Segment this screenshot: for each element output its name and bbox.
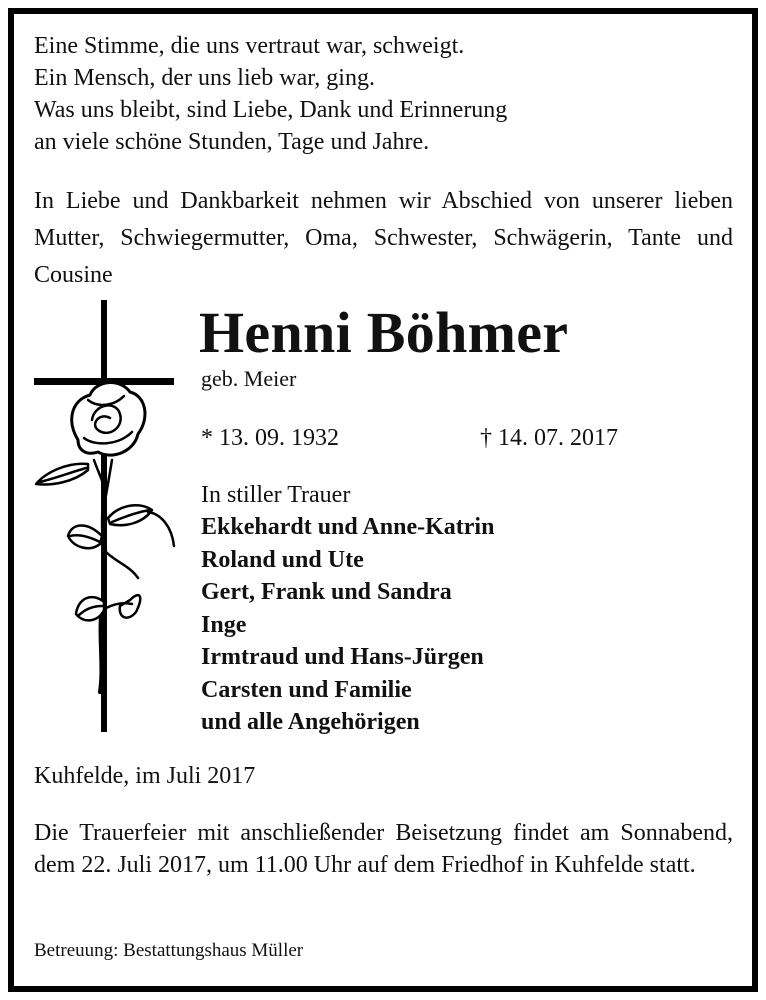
birth-date: * 13. 09. 1932: [201, 425, 339, 451]
mourner-entry: Inge: [201, 611, 247, 638]
place-and-date: Kuhfelde, im Juli 2017: [34, 763, 256, 789]
deceased-name: Henni Böhmer: [199, 300, 569, 365]
funeral-home-credit: Betreuung: Bestattungshaus Müller: [34, 940, 304, 961]
mourner-entry: Ekkehardt und Anne-Katrin: [201, 514, 495, 540]
mourner-entry: Irmtraud und Hans-Jürgen: [201, 644, 484, 670]
poem: [34, 30, 734, 158]
mourner-entry: Roland und Ute: [201, 546, 364, 573]
mourner-entry: Gert, Frank und Sandra: [201, 579, 452, 605]
poem-line: Ein Mensch, der uns lieb war, ging.: [34, 65, 375, 91]
maiden-name: geb. Meier: [201, 366, 297, 391]
funeral-service-text: Die Trauerfeier mit anschließender Beisetzung findet am Sonnabend, dem 22. Juli 2017, um 11.00 Uhr auf dem Friedhof in Kuhfelde statt.: [34, 820, 733, 878]
mourners-list: [201, 511, 494, 739]
poem-line: Eine Stimme, die uns vertraut war, schweigt.: [34, 33, 465, 59]
cross-and-rose-emblem: [28, 300, 178, 740]
mourner-entry: und alle Angehörigen: [201, 709, 420, 735]
mourner-entry: Carsten und Familie: [201, 676, 412, 703]
poem-line: Was uns bleibt, sind Liebe, Dank und Erinnerung: [34, 97, 508, 123]
poem-line: an viele schöne Stunden, Tage und Jahre.: [34, 129, 430, 155]
intro-text: In Liebe und Dankbarkeit nehmen wir Abschied von unserer lieben Mutter, Schwiegermutter, Oma, Schwester, Schwägerin, Tante und Cousine: [34, 188, 733, 288]
mourning-line: In stiller Trauer: [201, 482, 351, 508]
death-date: † 14. 07. 2017: [480, 425, 618, 451]
